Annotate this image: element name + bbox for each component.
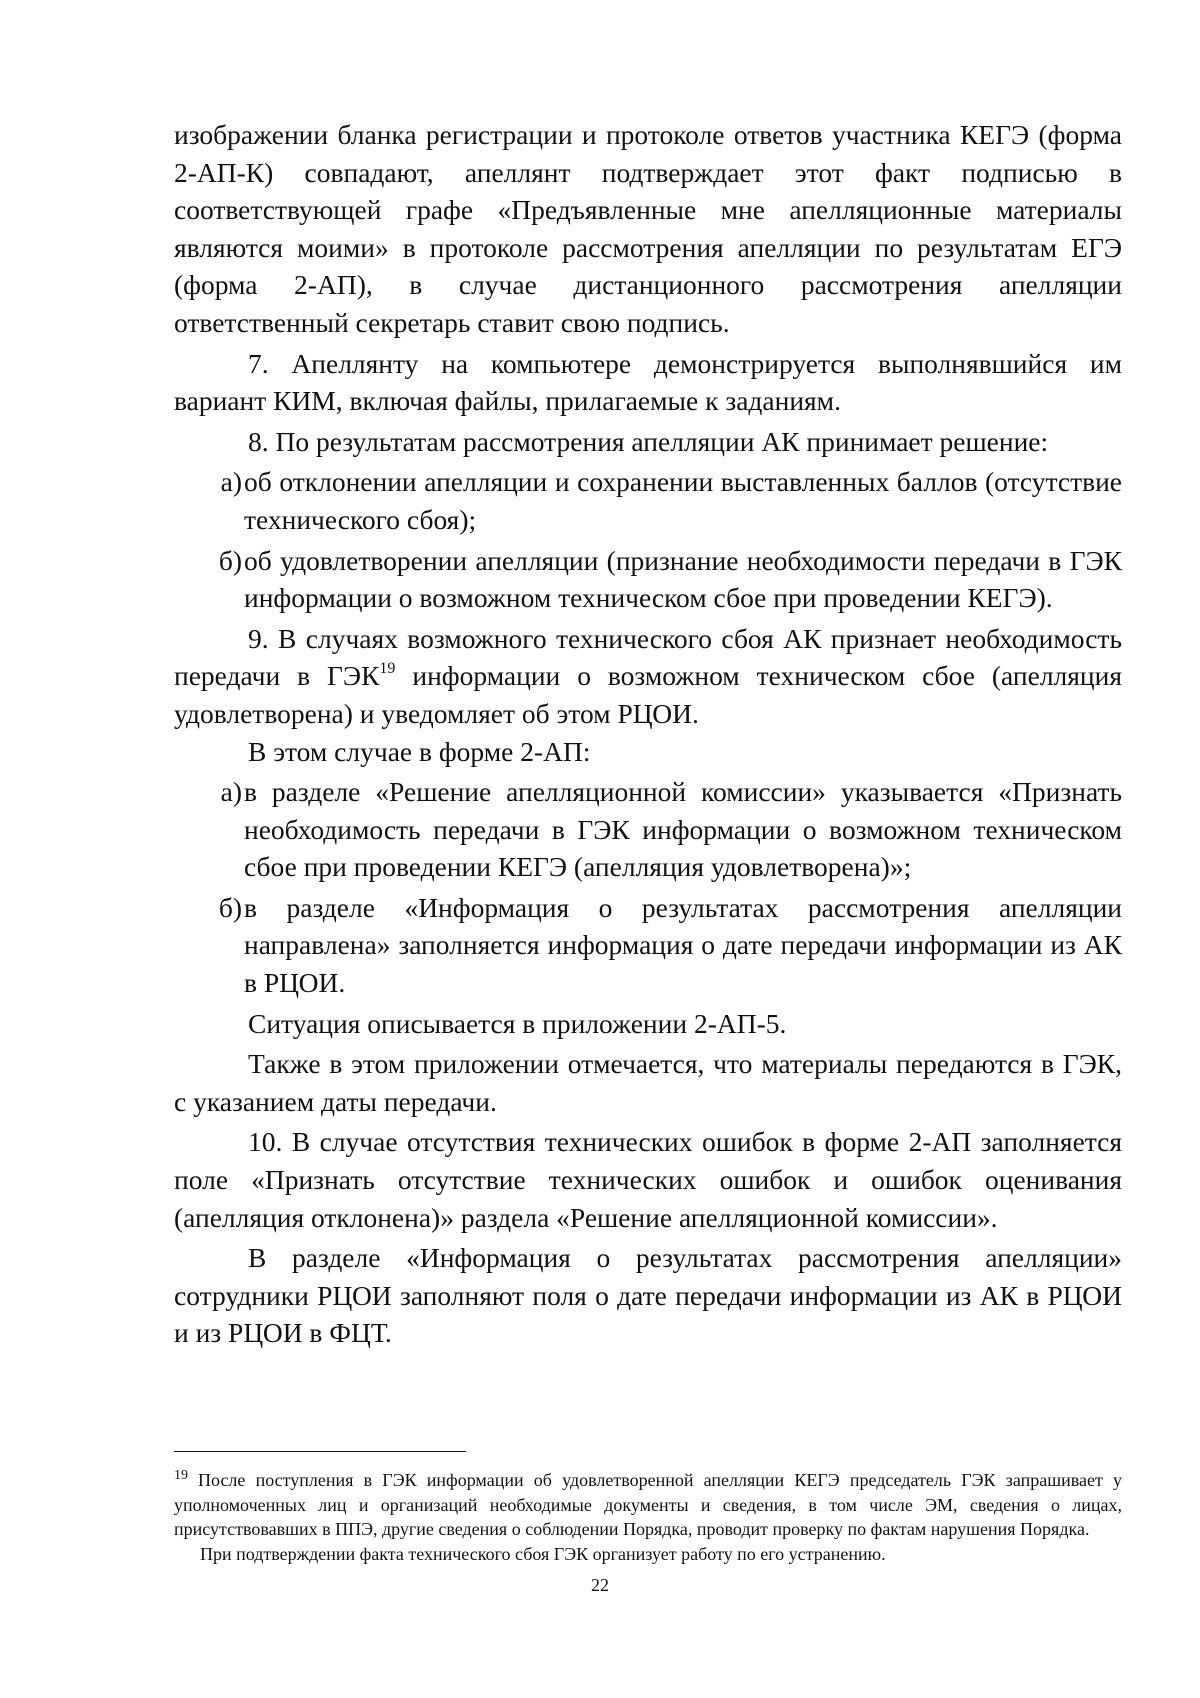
paragraph-9-start: 9. В случаях возможного технического сбоя АК признает необходимость передачи в ГЭК: [174, 622, 1122, 692]
list-item-8a: [174, 463, 1122, 538]
list-label: б): [218, 544, 242, 576]
list-item-8b: [174, 542, 1122, 617]
footnotes: [174, 1468, 1122, 1566]
footnote-19: [174, 1468, 1122, 1542]
footnote-text: После поступления в ГЭК информации об удовлетворенной апелляции КЕГЭ председатель ГЭК запрашивает у уполномоченных лиц и организаций необходимые документы и сведения, в том числе ЭМ, сведения о лицах, присутствовавших в ППЭ, другие сведения о соблюдении Порядка, проводит проверку по фактам нарушения Порядка.: [174, 1470, 1122, 1539]
footnote-19-continued: При подтверждении факта технического сбоя ГЭК организует работу по его устранению.: [200, 1543, 886, 1564]
paragraph-continuation: изображении бланка регистрации и протоколе ответов участника КЕГЭ (форма 2-АП-К) совпадают, апеллянт подтверждает этот факт подписью в соответствующей графе «Предъявленные мне апелляционные материалы являются моими» в протоколе рассмотрения апелляции по результатам ЕГЭ (форма 2-АП), в случае дистанционного рассмотрения апелляции ответственный секретарь ставит свою подпись.: [174, 119, 1122, 338]
list-item-9a: [174, 773, 1122, 886]
list-label: б): [218, 891, 242, 923]
paragraph-7: 7. Апеллянту на компьютере демонстрируется выполнявшийся им вариант КИМ, включая файлы, прилагаемые к заданиям.: [174, 347, 1122, 417]
paragraph-last: В разделе «Информация о результатах рассмотрения апелляции» сотрудники РЦОИ заполняют поля о дате передачи информации из АК в РЦОИ и из РЦОИ в ФЦТ.: [174, 1242, 1122, 1349]
main-text: [174, 116, 1122, 1352]
paragraph-situation: Ситуация описывается в приложении 2-АП-5.: [248, 1007, 787, 1039]
list-text: в разделе «Информация о результатах рассмотрения апелляции направлена» заполняется информация о дате передачи информации из АК в РЦОИ.: [244, 891, 1122, 999]
paragraph-also: Также в этом приложении отмечается, что материалы передаются в ГЭК, с указанием даты передачи.: [174, 1048, 1122, 1117]
list-text: об отклонении апелляции и сохранении выставленных баллов (отсутствие технического сбоя);: [244, 466, 1122, 535]
paragraph-10: 10. В случае отсутствия технических ошибок в форме 2-АП заполняется поле «Признать отсутствие технических ошибок и ошибок оценивания (апелляция отклонена)» раздела «Решение апелляционной комиссии».: [174, 1126, 1122, 1233]
paragraph-9-end: информации о возможном техническом сбое (апелляция удовлетворена) и уведомляет об этом РЦОИ.: [174, 660, 1123, 729]
list-item-9b: [174, 889, 1122, 1002]
paragraph-8: 8. По результатам рассмотрения апелляции АК принимает решение:: [248, 425, 1049, 457]
list-text: об удовлетворении апелляции (признание необходимости передачи в ГЭК информации о возможном техническом сбое при проведении КЕГЭ).: [244, 544, 1122, 614]
paragraph-9: [174, 620, 1122, 733]
page-number: 22: [591, 1575, 609, 1595]
paragraph-9-note: В этом случае в форме 2-АП:: [248, 735, 591, 767]
footnote-divider: [174, 1451, 466, 1452]
footnote-mark: 19: [174, 1468, 188, 1483]
footnote-reference: 19: [379, 660, 396, 678]
list-text: в разделе «Решение апелляционной комиссии» указывается «Признать необходимость передачи в ГЭК информации о возможном техническом сбое при проведении КЕГЭ (апелляция удовлетворена)»;: [244, 776, 1122, 883]
list-label: а): [220, 466, 242, 498]
list-label: а): [220, 776, 242, 808]
